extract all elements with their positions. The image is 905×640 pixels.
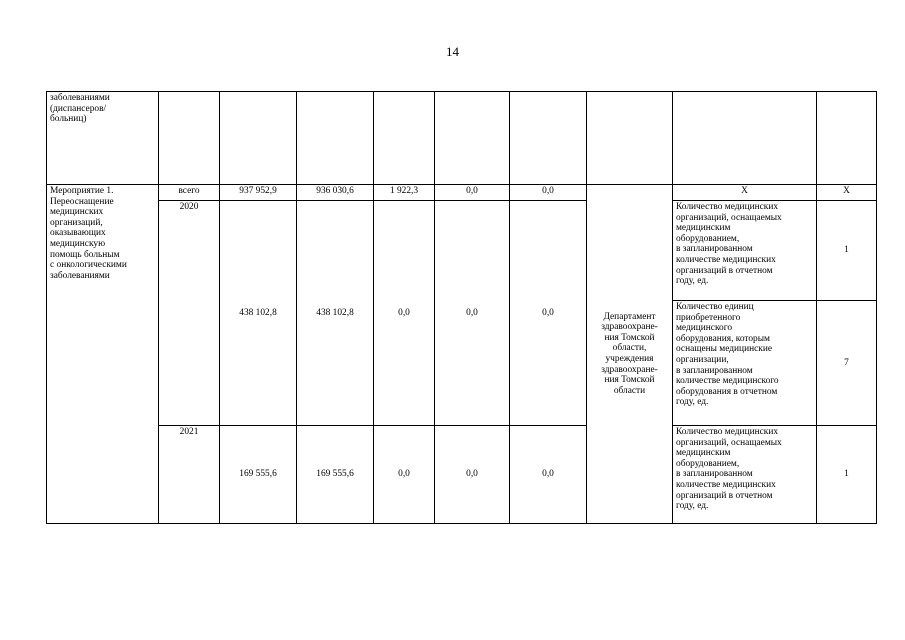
- empty-cell: [219, 91, 297, 185]
- responsible-executor-text: Департамент здравоохране- ния Томской области, учреждения здравоохране- ния Томской области: [601, 311, 658, 396]
- indicator-2021-1: Количество медицинских организаций, оснащаемых медицинским оборудованием, в запланированном количестве медицинских организаций в отчетном году, ед.: [672, 425, 817, 524]
- measure-name-cell: Мероприятие 1. Переоснащение медицинских организаций, оказывающих медицинскую помощь больным с онкологическими заболеваниями: [46, 184, 159, 524]
- empty-cell: [509, 91, 587, 185]
- y2020-value-regional: 438 102,8: [296, 200, 374, 426]
- y2021-value-regional: 169 555,6: [296, 425, 374, 524]
- y2020-value-5: 0,0: [509, 200, 587, 426]
- continuation-text-cell: заболеваниями (диспансеров/ больниц): [46, 91, 159, 185]
- empty-cell: [158, 91, 220, 185]
- empty-cell: [816, 91, 877, 185]
- total-value-5: 0,0: [509, 184, 587, 201]
- total-value-regional: 936 030,6: [296, 184, 374, 201]
- indicator-2020-2: Количество единиц приобретенного медицинского оборудования, которым оснащены медицинские организации, в запланированном количестве медицинского оборудования в отчетном году, ед.: [672, 300, 817, 426]
- y2021-value-5: 0,0: [509, 425, 587, 524]
- total-target-x: X: [816, 184, 877, 201]
- total-indicator-x: X: [672, 184, 817, 201]
- y2021-value-3: 0,0: [373, 425, 435, 524]
- year-label-2021: 2021: [158, 425, 220, 524]
- total-value-4: 0,0: [434, 184, 510, 201]
- y2020-value-3: 0,0: [373, 200, 435, 426]
- y2021-value-4: 0,0: [434, 425, 510, 524]
- y2020-value-all: 438 102,8: [219, 200, 297, 426]
- year-label-2020: 2020: [158, 200, 220, 426]
- empty-cell: [672, 91, 817, 185]
- total-value-all: 937 952,9: [219, 184, 297, 201]
- year-label-total: всего: [158, 184, 220, 201]
- empty-cell: [373, 91, 435, 185]
- target-2020-1: 1: [816, 200, 877, 301]
- target-2021-1: 1: [816, 425, 877, 524]
- y2021-value-all: 169 555,6: [219, 425, 297, 524]
- y2020-value-4: 0,0: [434, 200, 510, 426]
- empty-cell: [586, 91, 673, 185]
- empty-cell: [434, 91, 510, 185]
- empty-cell: [296, 91, 374, 185]
- responsible-executor-cell: [586, 184, 673, 524]
- total-value-3: 1 922,3: [373, 184, 435, 201]
- page-number: 14: [446, 44, 459, 59]
- indicator-2020-1: Количество медицинских организаций, оснащаемых медицинским оборудованием, в запланированном количестве медицинских организаций в отчетном году, ед.: [672, 200, 817, 301]
- target-2020-2: 7: [816, 300, 877, 426]
